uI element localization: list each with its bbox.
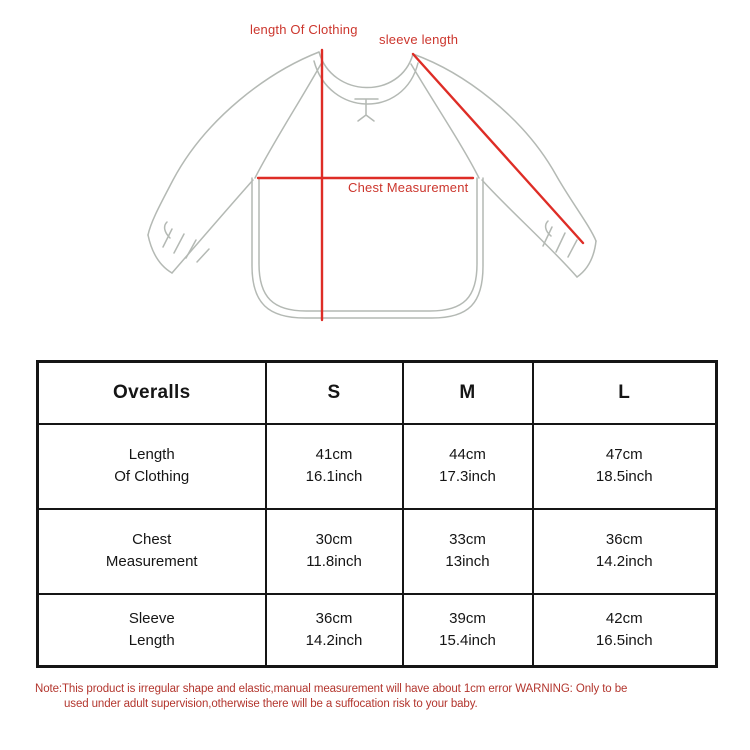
note-text — [0, 682, 750, 712]
row-label-chest — [38, 509, 266, 594]
row-label-line: Length — [128, 631, 175, 649]
right-cuff-gathers — [543, 221, 577, 257]
right-cuff-line — [577, 241, 596, 277]
value-cm: 36cm — [605, 531, 643, 548]
sleeve-measure-line — [413, 54, 583, 243]
cell-sleeve-m — [403, 594, 533, 667]
row-label-line: Of Clothing — [114, 468, 190, 485]
value-cm: 44cm — [449, 446, 486, 463]
collar-inner-line — [314, 61, 418, 104]
value-cm: 36cm — [315, 609, 353, 627]
header-cell-size-m: M — [403, 362, 533, 424]
value-cm: 47cm — [605, 446, 643, 463]
size-table-header-row — [38, 362, 717, 424]
note-line-1: Note:This product is irregular shape and elastic,manual measurement will have about 1cm error WARNING: Only to be — [35, 683, 628, 695]
cell-length-s — [266, 424, 403, 509]
value-inch: 11.8inch — [306, 553, 362, 570]
row-label-line: Sleeve — [128, 609, 175, 627]
right-sleeve-outer-line — [413, 54, 596, 241]
table-row-chest — [38, 509, 717, 594]
row-label-line: Chest — [132, 531, 172, 548]
left-sleeve-outer-line — [148, 52, 319, 235]
right-sleeve-inner-line — [482, 180, 577, 277]
value-inch: 15.4inch — [439, 631, 496, 649]
left-sleeve-inner-line — [172, 180, 253, 273]
size-table — [36, 360, 718, 668]
value-cm: 30cm — [315, 531, 353, 548]
cell-chest-m — [403, 509, 533, 594]
cell-length-m — [403, 424, 533, 509]
value-inch: 13inch — [445, 553, 490, 570]
value-inch: 14.2inch — [595, 553, 653, 570]
value-inch: 16.1inch — [305, 468, 363, 485]
length-of-clothing-label: length Of Clothing — [250, 22, 358, 37]
header-cell-size-l: L — [533, 362, 717, 424]
value-inch: 17.3inch — [439, 468, 496, 485]
cell-sleeve-l — [533, 594, 717, 667]
note-line-2: used under adult supervision,otherwise there will be a suffocation risk to your baby. — [64, 698, 478, 710]
row-label-length — [38, 424, 266, 509]
cell-chest-s — [266, 509, 403, 594]
header-cell-overalls: Overalls — [38, 362, 266, 424]
garment-sketch — [0, 0, 750, 355]
row-label-sleeve — [38, 594, 266, 667]
chest-measurement-label: Chest Measurement — [348, 180, 469, 195]
sleeve-length-label: sleeve length — [379, 32, 459, 47]
row-label-line: Length — [128, 446, 175, 463]
garment-diagram — [0, 0, 750, 355]
collar-outer-line — [319, 52, 413, 88]
body-inner-line — [259, 178, 477, 311]
right-raglan-seam — [411, 64, 479, 178]
body-outer-line — [252, 178, 483, 318]
cell-chest-l — [533, 509, 717, 594]
value-cm: 41cm — [315, 446, 353, 463]
table-row-length — [38, 424, 717, 509]
value-cm: 39cm — [449, 609, 486, 627]
cell-sleeve-s — [266, 594, 403, 667]
header-cell-size-s: S — [266, 362, 403, 424]
left-cuff-line — [148, 235, 172, 273]
value-cm: 42cm — [605, 609, 643, 627]
value-cm: 33cm — [449, 531, 486, 548]
row-label-line: Measurement — [105, 553, 198, 570]
table-row-sleeve — [38, 594, 717, 667]
value-inch: 16.5inch — [595, 631, 653, 649]
cell-length-l — [533, 424, 717, 509]
neck-tag — [355, 99, 378, 121]
value-inch: 14.2inch — [305, 631, 363, 649]
value-inch: 18.5inch — [595, 468, 653, 485]
